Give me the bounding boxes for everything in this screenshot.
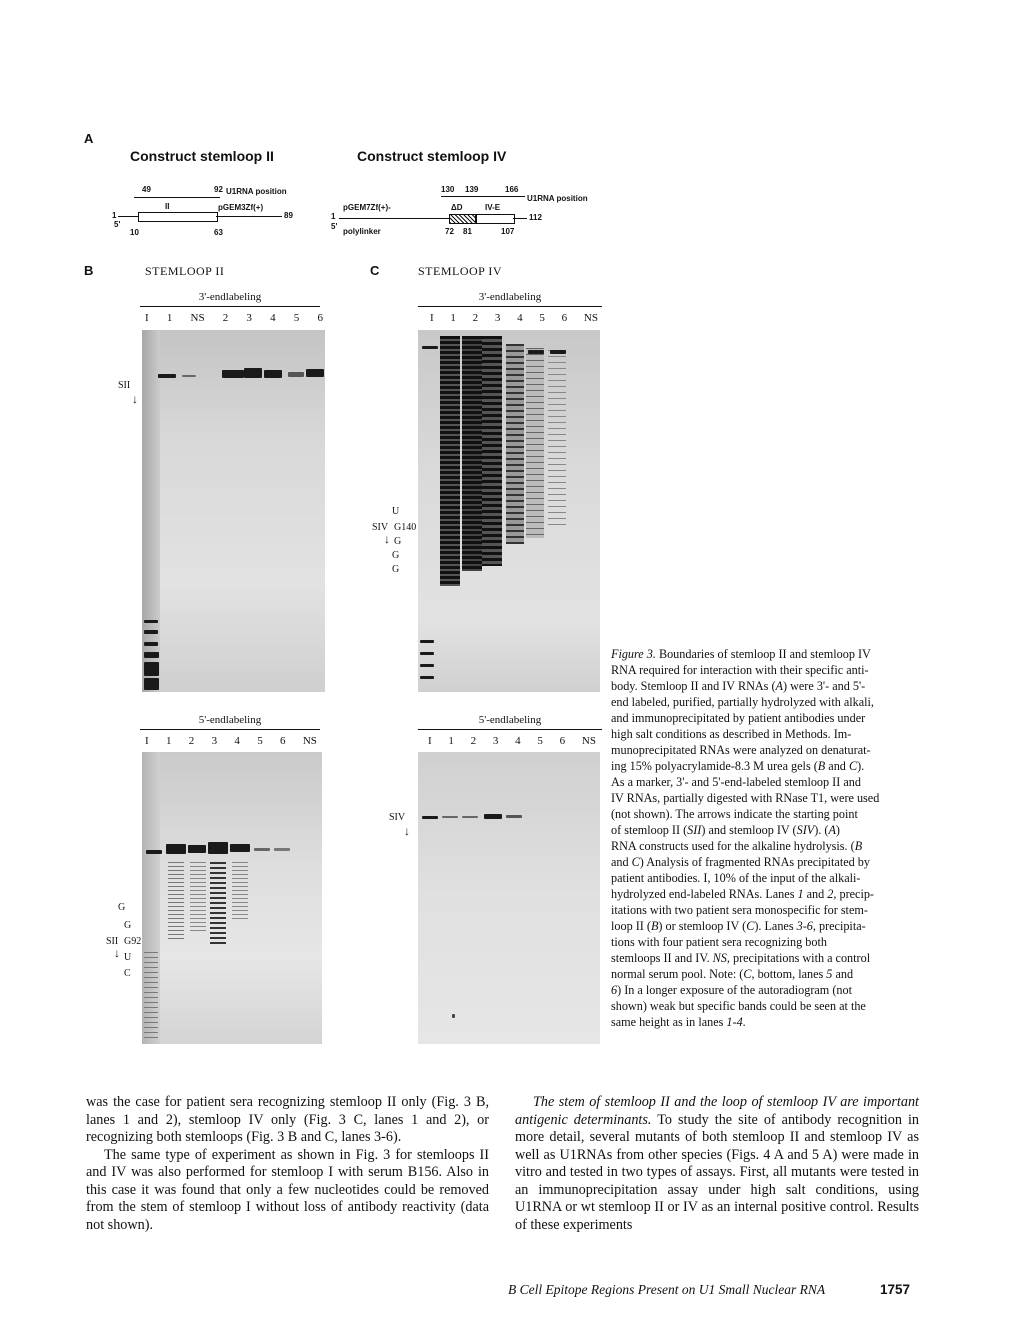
caption-text: hydrolyzed end-labeled RNAs. Lanes [611, 887, 798, 901]
lane-label: 1 [450, 312, 456, 324]
caption-italic: C [848, 759, 858, 773]
caption-italic: B [650, 919, 659, 933]
roman-ii-label: II [165, 202, 170, 211]
caption-text: tions with four patient sera recognizing both [611, 935, 827, 949]
lane-label: 3 [211, 735, 218, 747]
caption-italic: C [631, 855, 640, 869]
seq-base: C [124, 968, 131, 979]
pos-92-label: 92 [214, 185, 223, 194]
paragraph: was the case for patient sera recognizing stemloop II only (Fig. 3 B, lanes 1 and 2), stemloop IV only (Fig. 3 C, lanes 1 and 2), or recognizing both stemloops (Fig. 3 B and C, lanes 3-6). [86, 1094, 489, 1145]
caption-text: and [611, 855, 632, 869]
seq-base: G [392, 564, 400, 575]
lane-label: 4 [517, 312, 523, 324]
pos-1-label: 1 [112, 211, 117, 220]
lane-label: 2 [222, 312, 229, 324]
lane-label: I [145, 735, 149, 747]
caption-text: RNA required for interaction with their specific anti- [611, 663, 869, 677]
section-heading: The stem of stemloop II and the loop of stemloop IV are important antigenic determinants. [515, 1094, 919, 1128]
down-arrow-icon: ↓ [132, 392, 138, 406]
caption-text: and [832, 967, 854, 981]
pos-1-label-iv: 1 [331, 212, 336, 221]
caption-text: ) and stemloop IV ( [701, 823, 797, 837]
caption-text: munoprecipitated RNAs were analyzed on denaturat- [611, 743, 871, 757]
caption-italic: A [828, 823, 836, 837]
caption-text: . [742, 1015, 746, 1029]
b-top-lane-labels [145, 312, 323, 324]
caption-italic: 1-4 [726, 1015, 743, 1029]
caption-italic: B [817, 759, 826, 773]
seq-base: G [124, 920, 132, 931]
construct-ii-diagram [110, 182, 330, 252]
caption-italic: 2 [827, 887, 834, 901]
caption-text: , precipitations with a control [726, 951, 871, 965]
pos-49-label: 49 [142, 185, 151, 194]
pgem3zf-label: pGEM3Zf(+) [218, 203, 264, 212]
caption-text: shown) weak but specific bands could be seen at the [611, 999, 866, 1013]
construct-stemloop-iv-title: Construct stemloop IV [357, 148, 507, 164]
pos-81-label: 81 [463, 227, 472, 236]
seq-base: G [394, 536, 402, 547]
gel-b-bottom [142, 752, 322, 1044]
seq-base-g92: G92 [124, 936, 142, 947]
gel-c-bottom [418, 752, 600, 1044]
lane-label: NS [583, 312, 598, 324]
caption-text: Boundaries of stemloop II and stemloop IV [655, 647, 871, 661]
lane-label: 3 [246, 312, 252, 324]
panel-b-title: STEMLOOP II [145, 264, 225, 278]
panel-c-letter: C [370, 263, 380, 278]
lane-label: 3 [494, 312, 501, 324]
caption-italic: 3-6 [796, 919, 813, 933]
siv-marker-label-bottom: SIV [389, 812, 406, 823]
caption-text: As a marker, 3'- and 5'-end-labeled stemloop II and [611, 775, 861, 789]
polylinker-label: polylinker [343, 227, 381, 236]
c-sequence-ladder [372, 500, 422, 590]
caption-text: ). Lanes [754, 919, 797, 933]
lane-label: 2 [472, 312, 479, 324]
gel-b-top [142, 330, 325, 692]
lane-label: 4 [234, 735, 240, 747]
caption-text: same height as in lanes [611, 1015, 727, 1029]
caption-text: IV RNAs, partially digested with RNase T1, were used [611, 791, 880, 805]
lane-label: 3 [492, 735, 499, 747]
pos-10-label: 10 [130, 228, 139, 237]
down-arrow-icon: ↓ [384, 532, 390, 546]
delta-d-label: ΔD [451, 203, 463, 212]
lane-label: I [145, 312, 149, 324]
caption-text: end labeled, purified, partially hydrolyzed with alkali, [611, 695, 874, 709]
pos-63-label: 63 [214, 228, 223, 237]
lane-label: 5 [539, 312, 545, 324]
pos-112-label: 112 [529, 213, 542, 222]
caption-text: , bottom, lanes [751, 967, 827, 981]
caption-figure-label: Figure 3. [611, 647, 656, 661]
caption-text: ) Analysis of fragmented RNAs precipitated by [639, 855, 870, 869]
sii-marker-label: SII [106, 936, 119, 947]
pos-139-label: 139 [465, 185, 479, 194]
seq-base-g140: G140 [394, 522, 417, 533]
panel-b-letter: B [84, 263, 94, 278]
caption-italic: 1 [797, 887, 804, 901]
siv-marker-label: SIV [372, 522, 389, 533]
caption-text: of stemloop II ( [611, 823, 688, 837]
lane-label: 1 [166, 312, 173, 324]
caption-text: ing 15% polyacrylamide-8.3 M urea gels ( [611, 759, 818, 773]
caption-text: high salt conditions as described in Methods. Im- [611, 727, 852, 741]
caption-text: loop II ( [611, 919, 651, 933]
right-column [515, 1094, 919, 1234]
down-arrow-icon: ↓ [404, 824, 410, 838]
c-top-lane-labels [430, 312, 598, 324]
caption-text: and [803, 887, 828, 901]
lane-label: 1 [165, 735, 172, 747]
caption-italic: A [775, 679, 783, 693]
running-title: B Cell Epitope Regions Present on U1 Small Nuclear RNA [508, 1282, 826, 1297]
lane-label: NS [302, 735, 317, 747]
lane-label: 5 [537, 735, 543, 747]
caption-text: body. Stemloop II and IV RNAs ( [611, 679, 776, 693]
lane-label: 5 [293, 312, 300, 324]
b-bottom-lane-labels [145, 735, 317, 747]
paragraph: The same type of experiment as shown in Fig. 3 for stemloops II and IV was also performed for stemloop I with serum B156. Also in this case it was found that only a few nucleotides could be removed from the stem of stemloop I without loss of antibody reactivity (data not shown). [86, 1146, 489, 1233]
caption-text: stemloops II and IV. [611, 951, 713, 965]
seq-base: G [118, 902, 126, 913]
caption-text: patient antibodies. I, 10% of the input of the alkali- [611, 871, 861, 885]
seq-base: G [392, 550, 400, 561]
down-arrow-icon: ↓ [114, 946, 120, 960]
figure-caption [611, 646, 927, 1030]
caption-text: itations with two patient sera monospecific for stem- [611, 903, 868, 917]
pos-107-label: 107 [501, 227, 515, 236]
caption-italic: 6 [611, 983, 618, 997]
caption-text: ) [835, 823, 840, 837]
lane-label: 2 [470, 735, 477, 747]
b-bottom-endlabel: 5'-endlabeling [198, 714, 262, 726]
five-prime-label-iv: 5' [331, 222, 338, 231]
construct-iv-diagram [331, 182, 615, 252]
paragraph: To study the site of antibody recognition in more detail, several mutants of both stemloop II and stemloop IV as well as U1RNAs from other species (Figs. 4 A and 5 A) were made in vitro and tested in two types of assays. First, all mutants were tested in an immunoprecipitation assay under high salt conditions, using U1RNA or wt stemloop II or IV as an internal positive control. Results of these experiments [515, 1111, 919, 1233]
caption-text: , precip- [833, 887, 874, 901]
caption-text: (not shown). The arrows indicate the starting point [611, 807, 858, 821]
lane-label: 4 [515, 735, 521, 747]
lane-label: I [430, 312, 434, 324]
caption-italic: SIV [796, 823, 815, 837]
caption-text: ) were 3'- and 5'- [782, 679, 866, 693]
caption-italic: C [746, 919, 755, 933]
caption-text: ). ( [814, 823, 829, 837]
lane-label: 1 [448, 735, 454, 747]
caption-text: , precipita- [812, 919, 866, 933]
pos-130-label: 130 [441, 185, 455, 194]
panel-a-letter: A [84, 131, 94, 146]
c-top-endlabel: 3'-endlabeling [478, 291, 542, 303]
caption-text: ) In a longer exposure of the autoradiogram (not [617, 983, 852, 997]
caption-text: RNA constructs used for the alkaline hydrolysis. ( [611, 839, 855, 853]
c-bottom-lane-labels [428, 735, 596, 747]
lane-label: 6 [561, 312, 568, 324]
u1rna-position-label-iv: U1RNA position [527, 194, 588, 203]
caption-italic: C [743, 967, 752, 981]
construct-stemloop-ii-title: Construct stemloop II [130, 148, 274, 164]
caption-italic: NS [712, 951, 727, 965]
pos-166-label: 166 [505, 185, 519, 194]
lane-label: I [428, 735, 432, 747]
lane-label: NS [581, 735, 596, 747]
iv-e-label: IV-E [485, 203, 501, 212]
lane-label: 5 [257, 735, 263, 747]
lane-label: 6 [559, 735, 566, 747]
b-top-endlabel: 3'-endlabeling [198, 291, 262, 303]
u1rna-position-label: U1RNA position [226, 187, 287, 196]
caption-italic: B [854, 839, 863, 853]
caption-text: normal serum pool. Note: ( [611, 967, 744, 981]
seq-base: U [392, 506, 400, 517]
lane-label: 6 [317, 312, 323, 324]
caption-text: and [825, 759, 849, 773]
seq-base: U [124, 952, 132, 963]
caption-text: ). [857, 759, 865, 773]
pgem7zf-label: pGEM7Zf(+)- [343, 203, 391, 212]
five-prime-label: 5' [114, 220, 121, 229]
caption-text: and immunoprecipitated by patient antibodies under [611, 711, 866, 725]
caption-italic: 5 [826, 967, 833, 981]
panel-c-title: STEMLOOP IV [418, 264, 503, 278]
lane-label: 2 [188, 735, 195, 747]
gel-c-top [418, 330, 600, 692]
lane-label: 4 [270, 312, 276, 324]
pos-89-label: 89 [284, 211, 293, 220]
page-number: 1757 [880, 1282, 911, 1297]
sii-marker-label: SII [118, 380, 131, 391]
lane-label: 6 [280, 735, 286, 747]
c-bottom-endlabel: 5'-endlabeling [478, 714, 542, 726]
caption-text: ) or stemloop IV ( [658, 919, 747, 933]
caption-italic: SII [687, 823, 702, 837]
left-column [86, 1094, 489, 1234]
pos-72-label: 72 [445, 227, 454, 236]
lane-label: NS [190, 312, 205, 324]
